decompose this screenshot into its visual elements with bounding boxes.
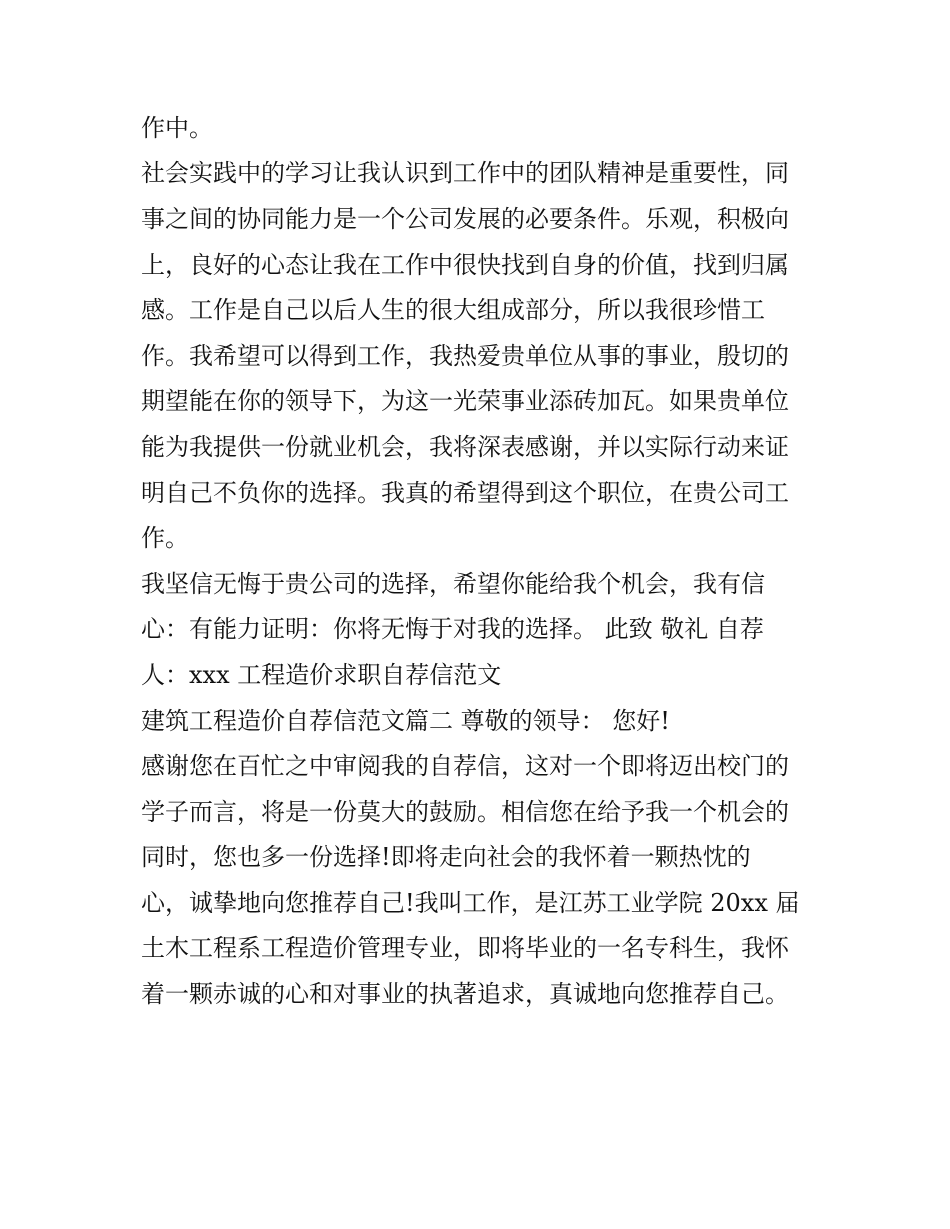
letter-body	[141, 105, 841, 1017]
text-line: 明自己不负你的选择。我真的希望得到这个职位，在贵公司工	[141, 478, 789, 507]
text-line: 事之间的协同能力是一个公司发展的必要条件。乐观，积极向	[141, 204, 789, 233]
text-line: 土木工程系工程造价管理专业，即将毕业的一名专科生，我怀	[141, 934, 789, 963]
text-line: 人：xxx 工程造价求职自荐信范文	[141, 660, 502, 689]
text-line: 我坚信无悔于贵公司的选择，希望你能给我个机会，我有信	[141, 569, 765, 598]
text-line: 心：有能力证明：你将无悔于对我的选择。 此致 敬礼 自荐	[141, 615, 764, 644]
text-line: 感谢您在百忙之中审阅我的自荐信，这对一个即将迈出校门的	[141, 752, 789, 781]
text-line: 期望能在你的领导下，为这一光荣事业添砖加瓦。如果贵单位	[141, 387, 789, 416]
text-line: 上，良好的心态让我在工作中很快找到自身的价值，找到归属	[141, 250, 789, 279]
text-line: 感。工作是自己以后人生的很大组成部分，所以我很珍惜工	[141, 296, 765, 325]
text-line: 着一颗赤诚的心和对事业的执著追求，真诚地向您推荐自己。	[141, 980, 789, 1009]
text-line: 学子而言，将是一份莫大的鼓励。相信您在给予我一个机会的	[141, 797, 789, 826]
text-line: 同时，您也多一份选择!即将走向社会的我怀着一颗热忱的	[141, 843, 751, 872]
text-line: 建筑工程造价自荐信范文篇二 尊敬的领导： 您好!	[141, 706, 670, 735]
text-line: 心，诚挚地向您推荐自己!我叫工作，是江苏工业学院 20xx 届	[141, 888, 800, 917]
text-line: 社会实践中的学习让我认识到工作中的团队精神是重要性，同	[141, 159, 789, 188]
text-line: 作。我希望可以得到工作，我热爱贵单位从事的事业，殷切的	[141, 341, 789, 370]
text-line: 能为我提供一份就业机会，我将深表感谢，并以实际行动来证	[141, 432, 789, 461]
text-line: 作。	[141, 524, 189, 553]
text-line: 作中。	[141, 113, 213, 142]
